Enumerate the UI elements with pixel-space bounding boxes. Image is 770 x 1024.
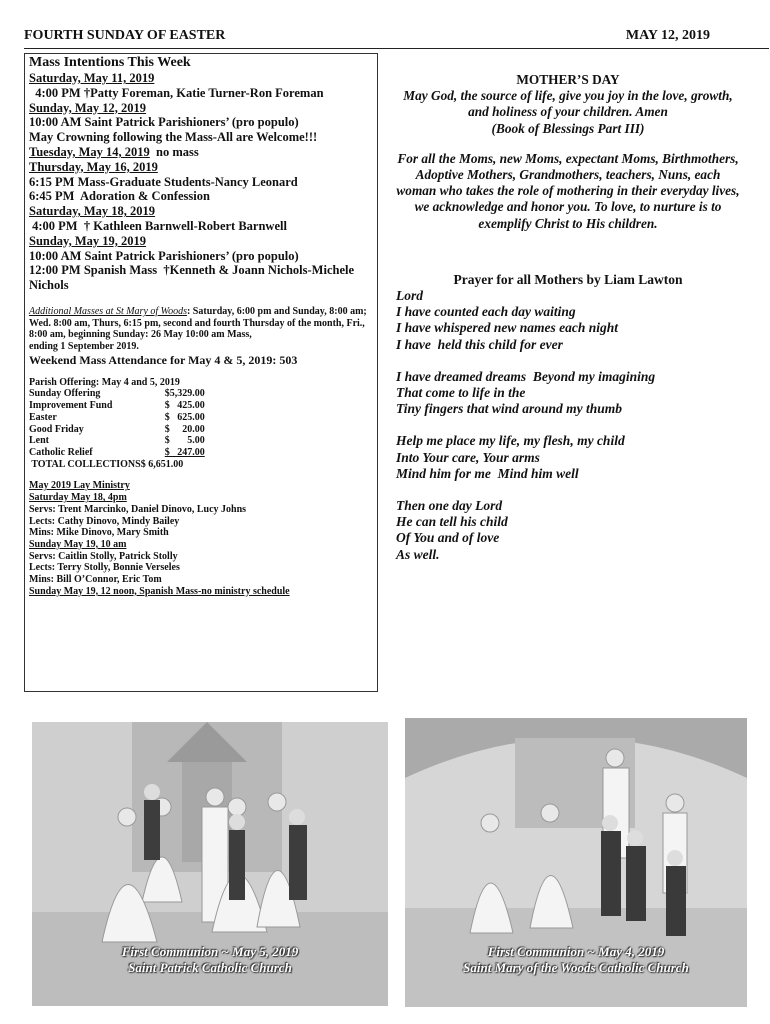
- lay-ministry-title: May 2019 Lay Ministry: [29, 480, 130, 492]
- poem-line: I have counted each day waiting: [396, 304, 576, 320]
- photo-st-patrick: [32, 722, 388, 1006]
- offering-row: Sunday Offering $5,329.00: [29, 388, 205, 400]
- photo-caption-line2: Saint Patrick Catholic Church: [128, 960, 292, 975]
- photo-caption-line1: First Communion ~ May 4, 2019: [487, 944, 665, 959]
- mass-intention-line: Saturday, May 11, 2019: [29, 71, 155, 85]
- offering-total-row: TOTAL COLLECTIONS $ 6,651.00: [29, 458, 184, 470]
- mass-intention-line: 12:00 PM Spanish Mass †Kenneth & Joann Nichols-Michele Nichols: [29, 263, 358, 293]
- offering-row: Good Friday $ 20.00: [29, 423, 205, 435]
- photo-caption-line2: Saint Mary of the Woods Catholic Church: [463, 960, 689, 975]
- ministry-line: Sunday May 19, 10 am: [29, 538, 127, 550]
- mass-intention-line: 10:00 AM Saint Patrick Parishioners’ (pro populo): [29, 248, 299, 263]
- poem-line: Lord: [396, 288, 423, 304]
- photo-st-mary-woods: [405, 718, 747, 1007]
- header-rule: [24, 48, 769, 49]
- offering-row: Lent $ 5.00: [29, 435, 205, 447]
- additional-masses-text: : Saturday, 6:00 pm and Sunday, 8:00 am; Wed. 8:00 am, Thurs, 6:15 pm, second and fourth Thursday of the month, Fri., 8:00 am, beginning Sunday: 26 May 10:00 am Mass,: [29, 305, 367, 341]
- offering-row: Catholic Relief $ 247.00: [29, 446, 205, 458]
- mass-intention-line: Thursday, May 16, 2019: [29, 159, 158, 174]
- ministry-line: Sunday May 19, 12 noon, Spanish Mass-no ministry schedule: [29, 585, 290, 597]
- poem-line: Of You and of love: [396, 530, 500, 546]
- ministry-line: Lects: Terry Stolly, Bonnie Verseles: [29, 562, 180, 574]
- poem-line: As well.: [396, 546, 440, 562]
- mass-intentions-box: [24, 53, 378, 692]
- mass-attendance: Weekend Mass Attendance for May 4 & 5, 2019: 503: [29, 352, 298, 367]
- ministry-line: Mins: Bill O’Connor, Eric Tom: [29, 574, 162, 586]
- photo-caption-line1: First Communion ~ May 5, 2019: [121, 944, 299, 959]
- poem-line: Tiny fingers that wind around my thumb: [396, 401, 623, 417]
- ministry-line: Mins: Mike Dinovo, Mary Smith: [29, 527, 169, 539]
- poem-line: I have dreamed dreams Beyond my imagining: [396, 368, 656, 384]
- additional-masses-end: ending 1 September 2019.: [29, 341, 139, 353]
- poem-line: I have whispered new names each night: [396, 320, 619, 336]
- mass-intention-line: 6:45 PM Adoration & Confession: [29, 189, 210, 204]
- offering-row: Easter $ 625.00: [29, 411, 205, 423]
- mass-intention-line: 6:15 PM Mass-Graduate Students-Nancy Leonard: [29, 174, 298, 189]
- poem-line: Then one day Lord: [396, 498, 503, 514]
- poem-stanza: [396, 498, 740, 563]
- mass-intention-line: 4:00 PM †Patty Foreman, Katie Turner-Ron Foreman: [29, 85, 324, 100]
- poem-stanza: [396, 433, 740, 482]
- mothers-day-blessing: May God, the source of life, give you joy in the love, growth, and holiness of your children. Amen: [403, 88, 733, 120]
- mass-intention-line: Sunday, May 12, 2019: [29, 100, 147, 115]
- header-date: MAY 12, 2019: [625, 28, 710, 43]
- ministry-line: Servs: Trent Marcinko, Daniel Dinovo, Lucy Johns: [29, 503, 247, 515]
- mass-intentions-list: [29, 71, 373, 293]
- mass-intention-line: May Crowning following the Mass-All are Welcome!!!: [29, 130, 318, 145]
- offering-row: Improvement Fund $ 425.00: [29, 400, 205, 412]
- ministry-line: Saturday May 18, 4pm: [29, 492, 127, 504]
- poem-line: That come to life in the: [396, 385, 526, 401]
- mothers-day-title: MOTHER’S DAY: [516, 72, 620, 87]
- mass-intention-line: 4:00 PM † Kathleen Barnwell-Robert Barnwell: [29, 218, 287, 233]
- prayer-poem: [396, 288, 740, 563]
- mass-intention-line: Sunday, May 19, 2019: [29, 233, 147, 248]
- mothers-day-source: (Book of Blessings Part III): [491, 120, 645, 136]
- poem-line: He can tell his child: [396, 514, 508, 530]
- poem-stanza: [396, 369, 740, 418]
- poem-stanza: [396, 288, 740, 353]
- header-title: FOURTH SUNDAY OF EASTER: [24, 28, 226, 43]
- additional-masses-label: Additional Masses at St Mary of Woods: [29, 305, 187, 317]
- additional-masses: [29, 306, 373, 353]
- parish-offering-title: Parish Offering: May 4 and 5, 2019: [29, 376, 180, 388]
- offering-table: [29, 388, 205, 470]
- poem-line: Help me place my life, my flesh, my child: [396, 433, 625, 449]
- lay-ministry-list: [29, 492, 373, 597]
- page-header: [24, 28, 710, 46]
- poem-line: Into Your care, Your arms: [396, 449, 540, 465]
- ministry-line: Lects: Cathy Dinovo, Mindy Bailey: [29, 515, 180, 527]
- mass-intention-line: Tuesday, May 14, 2019 no mass: [29, 144, 199, 159]
- poem-line: I have held this child for ever: [396, 336, 563, 352]
- mothers-day-paragraph: For all the Moms, new Moms, expectant Moms, Birthmothers, Adoptive Mothers, Grandmothers, teachers, Nuns, each woman who takes the role of mothering in their everyday lives, we acknowledge and honor you. To love, to nurture is to exemplify Christ to His children.: [396, 150, 740, 231]
- poem-line: Mind him for me Mind him well: [396, 465, 579, 481]
- ministry-line: Servs: Caitlin Stolly, Patrick Stolly: [29, 550, 178, 562]
- mass-intention-line: 10:00 AM Saint Patrick Parishioners’ (pro populo): [29, 115, 299, 130]
- prayer-title: Prayer for all Mothers by Liam Lawton: [453, 271, 683, 287]
- mass-intentions-title: Mass Intentions This Week: [29, 55, 191, 70]
- mass-intention-line: Saturday, May 18, 2019: [29, 204, 156, 219]
- mothers-day-column: [396, 72, 740, 579]
